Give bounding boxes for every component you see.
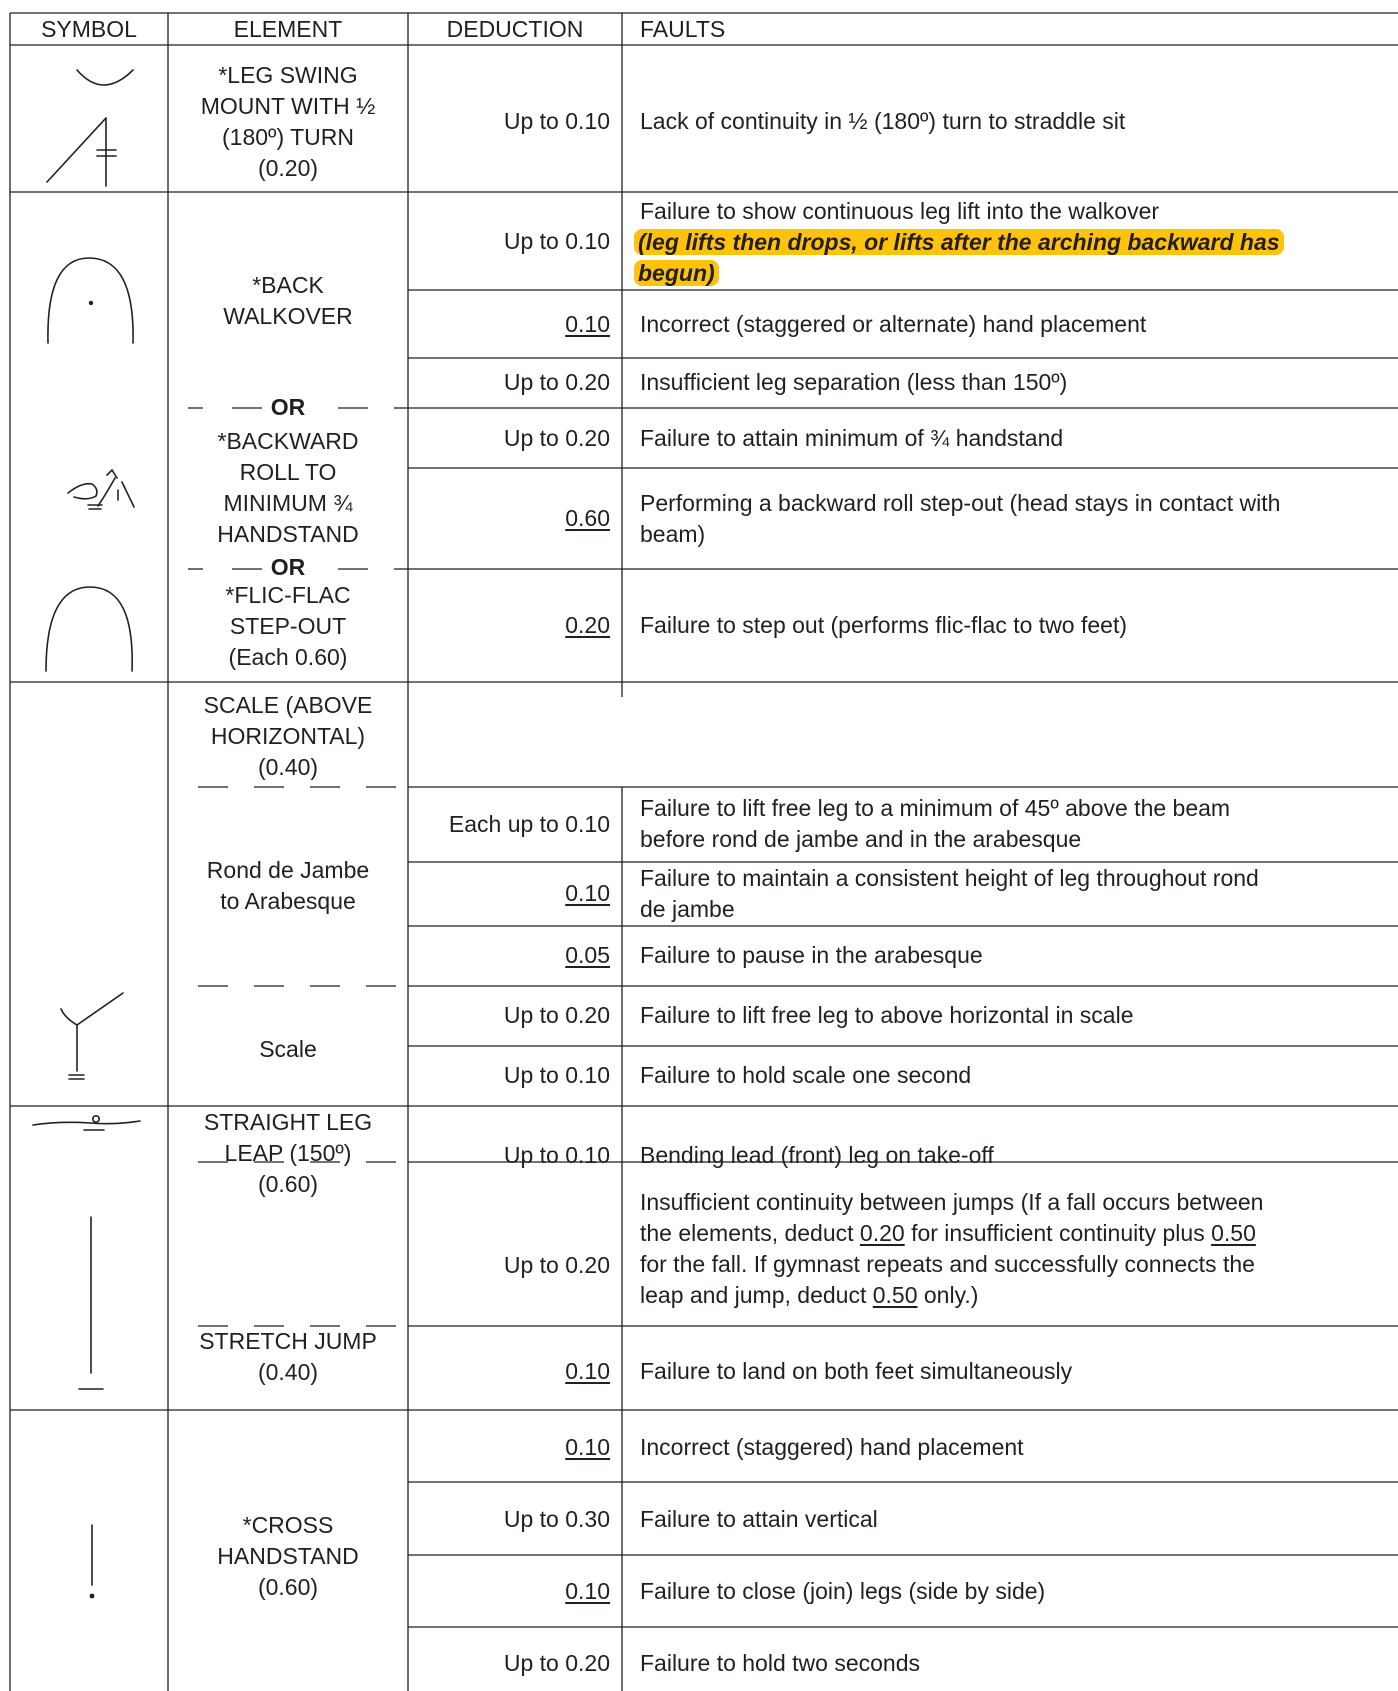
deduction-value: Up to 0.30 [503, 1506, 610, 1532]
deduction-value: Up to 0.20 [503, 1252, 610, 1278]
element-cross-handstand: *CROSS HANDSTAND (0.60) [217, 1512, 359, 1600]
deduction-value: 0.20 [565, 612, 610, 638]
fault-text: Insufficient continuity between jumps (If a fall occurs between the elements, deduct 0.20 for insufficient continuity plus 0.50 for the fall. If gymnast repeats and successfully connects the leap and jump, deduct 0.50 only.) [640, 1189, 1264, 1308]
deduction-value: 0.10 [565, 311, 610, 337]
fault-text: Failure to hold two seconds [640, 1650, 920, 1676]
fault-highlight-note: (leg lifts then drops, or lifts after the arching backward has begun) [634, 227, 1284, 289]
fault-text: Incorrect (staggered or alternate) hand placement [640, 311, 1147, 337]
header-deduction: DEDUCTION [446, 16, 584, 42]
deduction-value: Up to 0.20 [503, 425, 610, 451]
element-straight-leg-leap: STRAIGHT LEG LEAP (150º) (0.60) [203, 1109, 373, 1197]
deduction-value: 0.10 [565, 1358, 610, 1384]
fault-text: Insufficient leg separation (less than 150º) [640, 369, 1068, 395]
element-back-walkover: *BACK WALKOVER [223, 272, 353, 329]
fault-text: Failure to lift free leg to above horizontal in scale [640, 1002, 1134, 1028]
backward-roll-symbol-icon [68, 470, 134, 509]
fault-text: Failure to close (join) legs (side by side) [640, 1578, 1046, 1604]
element-rond-de-jambe: Rond de Jambe to Arabesque [206, 857, 370, 914]
fault-text: Failure to attain minimum of ¾ handstand [640, 425, 1064, 451]
deduction-value: Up to 0.20 [503, 369, 610, 395]
fault-text: Failure to show continuous leg lift into the walkover [640, 198, 1160, 224]
element-backward-roll: *BACKWARD ROLL TO MINIMUM ¾ HANDSTAND [217, 428, 359, 547]
straight-leg-leap-symbol-icon [33, 1116, 140, 1130]
deduction-value: 0.10 [565, 1434, 610, 1460]
header-faults: FAULTS [640, 16, 726, 42]
fault-text: Failure to hold scale one second [640, 1062, 972, 1088]
deduction-value: Up to 0.10 [503, 1062, 610, 1088]
fault-text: Failure to lift free leg to a minimum of 45º above the beam before rond de jambe and in the arabesque [640, 795, 1231, 852]
stretch-jump-symbol-icon [79, 1217, 103, 1389]
fault-text: Performing a backward roll step-out (head stays in contact with beam) [640, 490, 1281, 547]
deduction-value: Up to 0.10 [503, 108, 610, 134]
or-label: OR [270, 554, 306, 580]
fault-text: Failure to attain vertical [640, 1506, 878, 1532]
deduction-value: Up to 0.20 [503, 1650, 610, 1676]
deduction-value: 0.10 [565, 1578, 610, 1604]
header-symbol: SYMBOL [41, 16, 137, 42]
deduction-value: 0.05 [565, 942, 610, 968]
deduction-value: 0.60 [565, 505, 610, 531]
deduction-value: 0.10 [565, 880, 610, 906]
fault-text: Failure to land on both feet simultaneously [640, 1358, 1073, 1384]
deduction-value: Up to 0.10 [503, 1142, 610, 1168]
leg-swing-mount-symbol-icon [47, 70, 133, 186]
header-element: ELEMENT [233, 16, 343, 42]
element-scale-above: SCALE (ABOVE HORIZONTAL) (0.40) [203, 692, 373, 780]
element-leg-swing: *LEG SWING MOUNT WITH ½ (180º) TURN (0.20) [200, 62, 376, 181]
element-flic-flac: *FLIC-FLAC STEP-OUT (Each 0.60) [225, 582, 351, 670]
flic-flac-symbol-icon [46, 587, 132, 671]
fault-text: Bending lead (front) leg on take-off [640, 1142, 994, 1168]
fault-text: Lack of continuity in ½ (180º) turn to straddle sit [640, 108, 1126, 134]
back-walkover-symbol-icon [48, 258, 133, 343]
deduction-value: Up to 0.20 [503, 1002, 610, 1028]
fault-text: Failure to maintain a consistent height of leg throughout rond de jambe [640, 865, 1259, 922]
element-scale: Scale [259, 1036, 317, 1062]
fault-text: Incorrect (staggered) hand placement [640, 1434, 1024, 1460]
fault-text: Failure to pause in the arabesque [640, 942, 983, 968]
deduction-value: Up to 0.10 [503, 228, 610, 254]
cross-handstand-symbol-icon [90, 1525, 95, 1598]
element-stretch-jump: STRETCH JUMP (0.40) [199, 1328, 377, 1385]
fault-text: Failure to step out (performs flic-flac to two feet) [640, 612, 1128, 638]
deduction-value: Each up to 0.10 [448, 811, 610, 837]
or-label: OR [270, 394, 306, 420]
scale-symbol-icon [61, 993, 123, 1079]
